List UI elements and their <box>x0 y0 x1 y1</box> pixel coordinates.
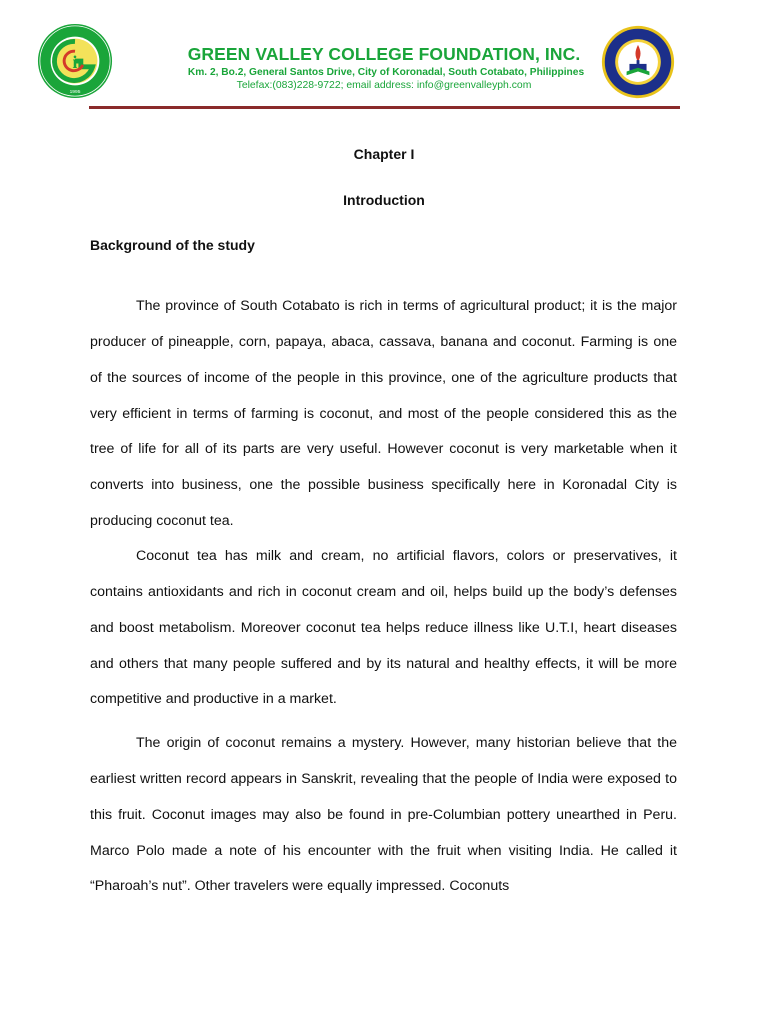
chapter-heading: Chapter I <box>353 146 415 162</box>
header-divider <box>89 106 680 109</box>
college-seal-logo <box>36 22 114 100</box>
section-heading: Background of the study <box>90 237 255 253</box>
letterhead <box>0 0 768 112</box>
body-paragraph: The province of South Cotabato is rich in terms of agricultural product; it is the major producer of pineapple, corn, papaya, abaca, cassava, banana and coconut. Farming is one of the sources of income of the people in this province, one of the agriculture products that very efficient in terms of farming is coconut, and most of the people considered this as the tree of life for all of its parts are very useful. However coconut is very marketable when it converts into business, one the possible business specifically here in Koronadal City is producing coconut tea. <box>90 298 677 529</box>
body-paragraph: Coconut tea has milk and cream, no artificial flavors, colors or preservatives, it contains antioxidants and rich in coconut cream and oil, helps build up the body’s defenses and boost metabolism. Moreover coconut tea helps reduce illness like U.T.I, heart diseases and others that many people suffered and by its natural and healthy effects, it will be more competitive and productive in a market. <box>90 548 677 708</box>
organization-contact: Telefax:(083)228-9722; email address: info@greenvalleyph.com <box>236 80 532 91</box>
body-paragraph: The origin of coconut remains a mystery. However, many historian believe that the earliest written record appears in Sanskrit, revealing that the people of India were exposed to this fruit. Coconut images may also be found in pre-Columbian pottery unearthed in Peru. Marco Polo made a note of his encounter with the fruit when visiting India. He called it “Pharoah’s nut”. Other travelers were equally impressed. Coconuts <box>90 735 677 895</box>
svg-text:i: i <box>72 51 78 72</box>
svg-text:1995: 1995 <box>69 90 81 96</box>
organization-name: GREEN VALLEY COLLEGE FOUNDATION, INC. <box>187 44 581 64</box>
chapter-title: Introduction <box>343 192 425 208</box>
organization-address: Km. 2, Bo.2, General Santos Drive, City of Koronadal, South Cotabato, Philippines <box>187 67 585 78</box>
